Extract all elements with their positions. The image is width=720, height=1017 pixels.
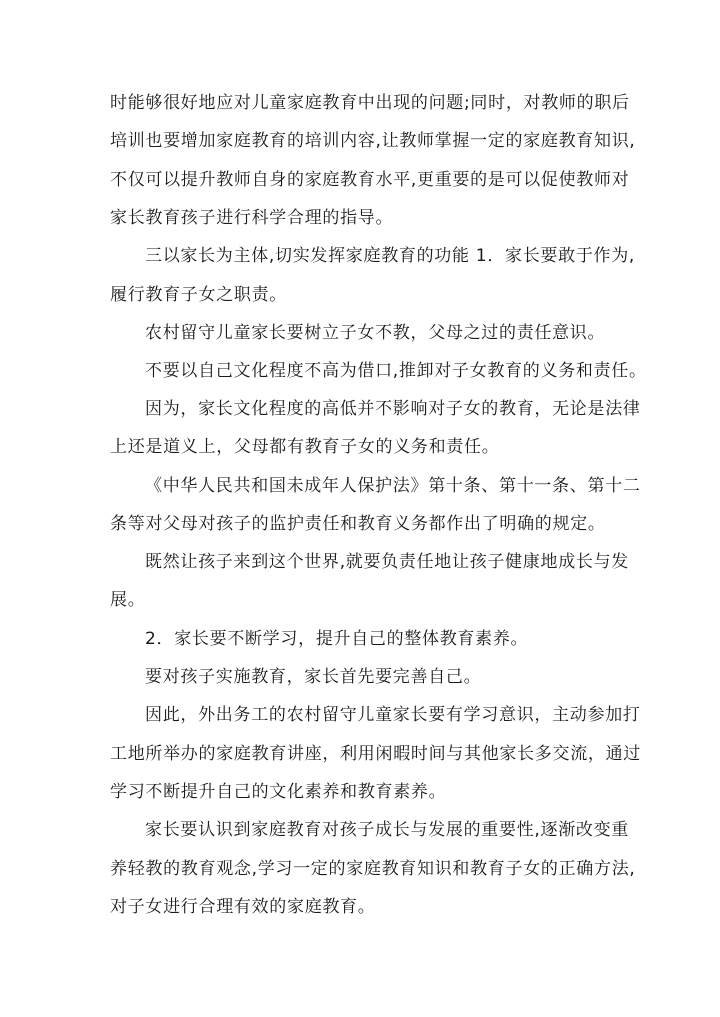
text-line: 三以家长为主体,切实发挥家庭教育的功能 1．家长要敢于作为, — [145, 246, 636, 266]
text-line: 对子女进行合理有效的家庭教育。 — [110, 897, 376, 917]
text-line: 2．家长要不断学习，提升自己的整体教育素养。 — [145, 629, 529, 649]
text-line: 培训也要增加家庭教育的培训内容,让教师掌握一定的家庭教育知识, — [110, 131, 636, 151]
text-line: 《中华人民共和国未成年人保护法》第十条、第十一条、第十二 — [145, 476, 641, 496]
text-line: 展。 — [110, 590, 146, 610]
text-line: 不要以自己文化程度不高为借口,推卸对子女教育的义务和责任。 — [145, 361, 647, 381]
text-line: 工地所举办的家庭教育讲座，利用闲暇时间与其他家长多交流，通过 — [110, 744, 641, 764]
text-line: 农村留守儿童家长要树立子女不教，父母之过的责任意识。 — [145, 323, 606, 343]
text-line: 因为，家长文化程度的高低并不影响对子女的教育，无论是法律 — [145, 399, 641, 419]
text-line: 因此，外出务工的农村留守儿童家长要有学习意识，主动参加打 — [145, 705, 641, 725]
text-line: 家长要认识到家庭教育对孩子成长与发展的重要性,逐渐改变重 — [145, 820, 630, 840]
text-line: 要对孩子实施教育，家长首先要完善自己。 — [145, 667, 482, 687]
text-line: 家长教育孩子进行科学合理的指导。 — [110, 208, 394, 228]
text-line: 条等对父母对孩子的监护责任和教育义务都作出了明确的规定。 — [110, 514, 606, 534]
text-line: 上还是道义上，父母都有教育子女的义务和责任。 — [110, 437, 500, 457]
text-line: 学习不断提升自己的文化素养和教育素养。 — [110, 782, 447, 802]
text-line: 既然让孩子来到这个世界,就要负责任地让孩子健康地成长与发 — [145, 552, 630, 572]
text-line: 履行教育子女之职责。 — [110, 285, 287, 305]
text-line: 不仅可以提升教师自身的家庭教育水平,更重要的是可以促使教师对 — [110, 170, 630, 190]
text-line: 养轻教的教育观念,学习一定的家庭教育知识和教育子女的正确方法, — [110, 859, 636, 879]
text-line: 时能够很好地应对儿童家庭教育中出现的问题;同时，对教师的职后 — [110, 93, 630, 113]
